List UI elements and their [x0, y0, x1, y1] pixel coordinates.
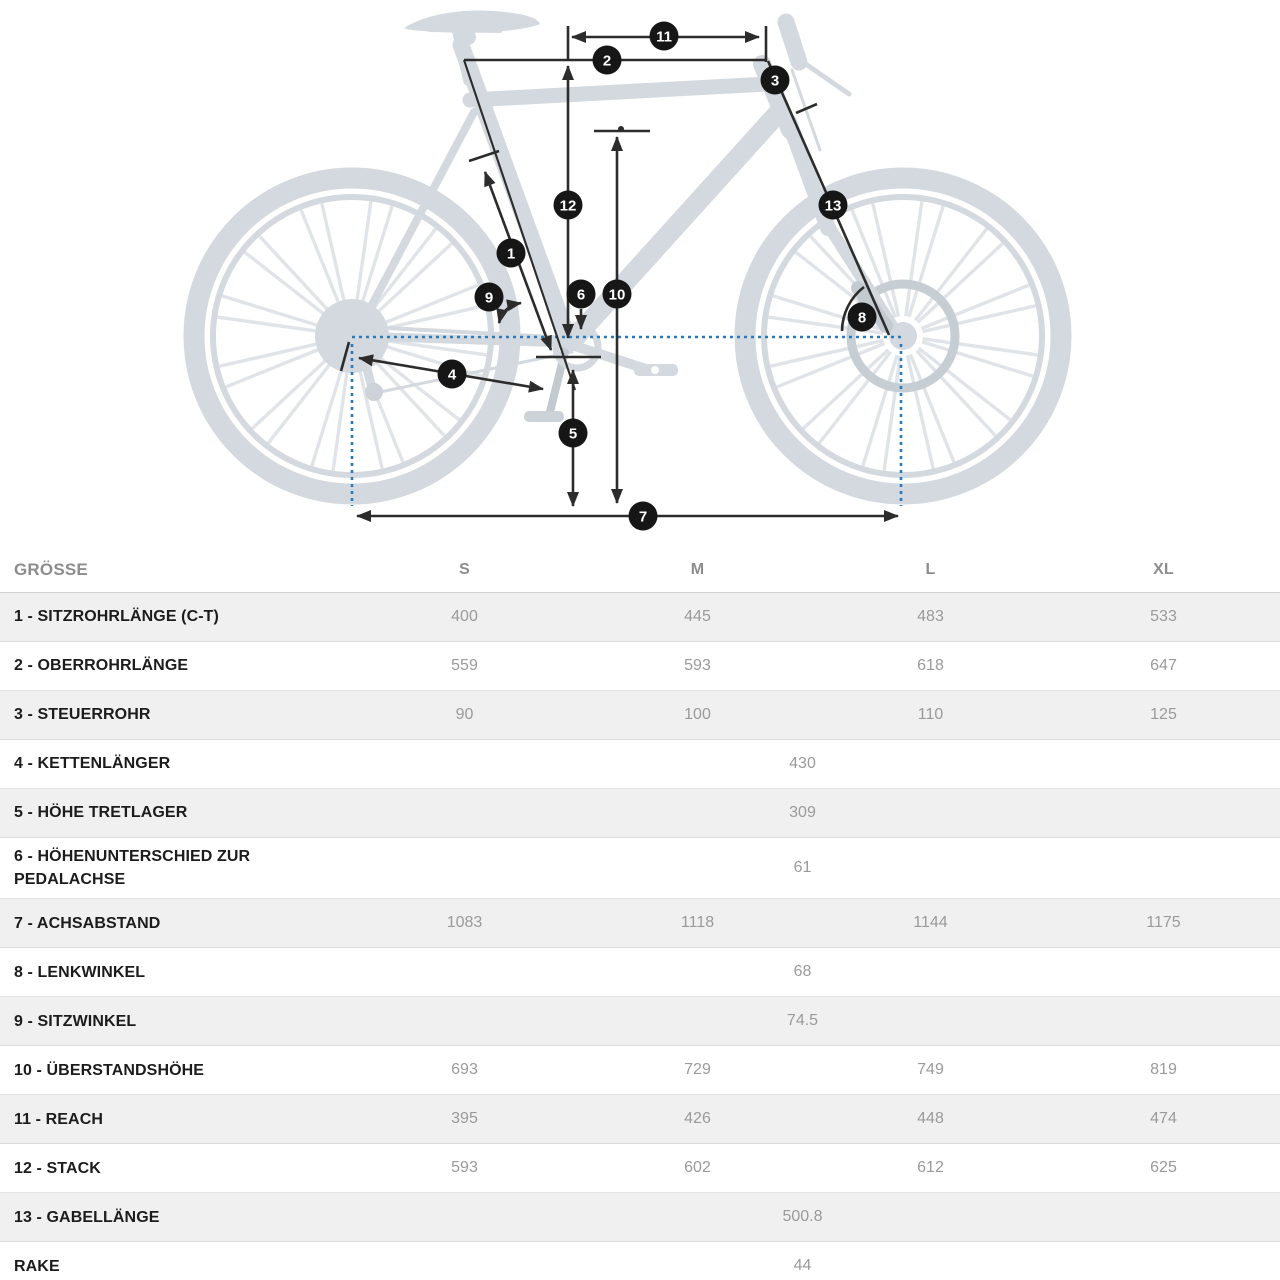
measurement-label: 1 - SITZROHRLÄNGE (C-T): [14, 608, 219, 626]
measurement-value: 448: [917, 1110, 944, 1128]
measurement-label: 9 - SITZWINKEL: [14, 1012, 137, 1030]
svg-text:11: 11: [656, 28, 672, 46]
measurement-value: 602: [684, 1159, 711, 1177]
callout-10-badge: [603, 280, 632, 309]
table-row: [0, 593, 1280, 642]
measurement-value: 395: [451, 1110, 478, 1128]
measurement-label: 2 - OBERROHRLÄNGE: [14, 657, 189, 675]
svg-text:5: 5: [568, 425, 578, 443]
measurement-value: 593: [451, 1159, 478, 1177]
callout-8-badge: [848, 303, 877, 332]
measurement-value: 749: [917, 1061, 944, 1079]
measurement-value: 729: [684, 1061, 711, 1079]
table-row: [0, 997, 1280, 1046]
measurement-value-merged: 44: [793, 1257, 812, 1275]
measurement-value: 1144: [913, 914, 948, 932]
measurement-label: 5 - HÖHE TRETLAGER: [14, 804, 188, 822]
svg-text:3: 3: [770, 72, 780, 90]
measurement-value: 618: [917, 657, 944, 674]
measurement-value: 819: [1150, 1061, 1177, 1079]
table-row: [0, 838, 1280, 899]
callout-11-badge: [650, 22, 679, 51]
callout-2-badge: [593, 46, 622, 75]
column-header-s: S: [348, 548, 581, 593]
measurement-label: 7 - ACHSABSTAND: [14, 914, 161, 932]
column-header-l: L: [814, 548, 1047, 593]
svg-text:1: 1: [506, 245, 516, 263]
measurement-label: 8 - LENKWINKEL: [14, 963, 146, 981]
table-row: [0, 642, 1280, 691]
measurement-value: 426: [684, 1110, 711, 1128]
measurement-label: 3 - STEUERROHR: [14, 706, 151, 724]
callout-5-badge: [559, 419, 588, 448]
svg-text:7: 7: [638, 508, 648, 526]
svg-text:8: 8: [857, 309, 867, 327]
measurement-value: 445: [684, 608, 711, 625]
size-header-label: GRÖSSE: [0, 548, 348, 593]
callout-6-badge: [567, 280, 596, 309]
svg-text:4: 4: [447, 366, 457, 384]
measurement-label: 6 - HÖHENUNTERSCHIED ZUR PEDALACHSE: [14, 848, 251, 889]
measurement-label: RAKE: [14, 1257, 60, 1275]
measurement-value-merged: 68: [793, 963, 812, 981]
table-row: [0, 1193, 1280, 1242]
measurement-value: 593: [684, 657, 711, 674]
callout-13-badge: [819, 191, 848, 220]
measurement-value: 647: [1150, 657, 1177, 674]
measurement-value: 90: [455, 706, 474, 723]
measurement-value-merged: 309: [789, 804, 816, 821]
measurement-value: 1118: [680, 914, 715, 932]
measurement-value: 400: [451, 608, 478, 625]
table-row: [0, 1046, 1280, 1095]
measurement-value: 100: [684, 706, 711, 723]
table-row: [0, 948, 1280, 997]
geometry-diagram: [0, 0, 1280, 548]
svg-text:9: 9: [484, 289, 494, 307]
measurement-value-merged: 500.8: [782, 1208, 823, 1226]
measurement-value: 1083: [446, 914, 483, 932]
table-row: [0, 1144, 1280, 1193]
svg-text:10: 10: [608, 286, 626, 304]
table-row: [0, 691, 1280, 740]
measurement-value: 483: [917, 608, 944, 625]
measurement-value-merged: 61: [793, 859, 812, 877]
table-row: [0, 1242, 1280, 1280]
measurement-value: 474: [1150, 1110, 1177, 1128]
measurement-value: 625: [1150, 1159, 1177, 1177]
measurement-value: 1175: [1146, 914, 1181, 932]
callout-4-badge: [438, 360, 467, 389]
measurement-value: 612: [917, 1159, 944, 1177]
measurement-label: 11 - REACH: [14, 1110, 104, 1128]
callout-1-badge: [497, 239, 526, 268]
measurement-value: 559: [451, 657, 478, 674]
table-row: [0, 899, 1280, 948]
callout-7-badge: [629, 502, 658, 531]
measurement-value: 125: [1150, 706, 1177, 723]
column-header-xl: XL: [1047, 548, 1280, 593]
svg-text:13: 13: [824, 197, 842, 215]
measurement-value: 693: [451, 1061, 478, 1079]
saddle-icon: [404, 11, 540, 80]
callout-3-badge: [761, 66, 790, 95]
svg-text:2: 2: [602, 52, 612, 70]
bike-silhouette: [194, 11, 1061, 494]
measurement-value: 533: [1150, 608, 1177, 625]
measurement-label: 12 - STACK: [14, 1159, 101, 1177]
measurement-value-merged: 74.5: [786, 1012, 819, 1030]
callout-9-badge: [475, 283, 504, 312]
callout-12-badge: [554, 191, 583, 220]
column-header-m: M: [581, 548, 814, 593]
measurement-label: 4 - KETTENLÄNGER: [14, 755, 171, 773]
table-row: [0, 789, 1280, 838]
geometry-table: [0, 548, 1280, 1280]
table-row: [0, 740, 1280, 789]
table-header-row: [0, 548, 1280, 593]
measurement-label: 10 - ÜBERSTANDSHÖHE: [14, 1061, 205, 1079]
measurement-value-merged: 430: [789, 755, 816, 772]
bike-geometry-diagram: [0, 0, 1280, 548]
measurement-value: 110: [917, 706, 944, 723]
svg-text:12: 12: [559, 197, 577, 215]
front-wheel-icon: [745, 178, 1061, 494]
svg-text:6: 6: [576, 286, 586, 304]
measurement-label: 13 - GABELLÄNGE: [14, 1208, 160, 1226]
table-row: [0, 1095, 1280, 1144]
